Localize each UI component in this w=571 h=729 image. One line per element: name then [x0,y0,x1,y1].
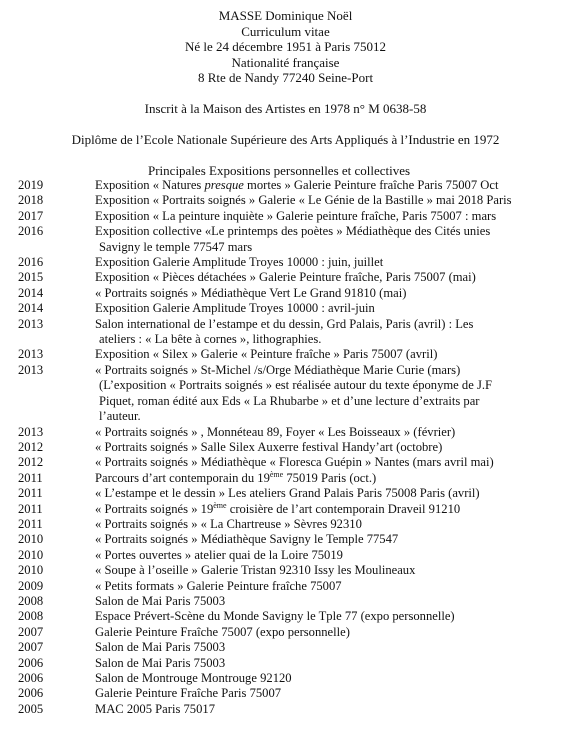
entry-line: Exposition « Silex » Galerie « Peinture fraîche » Paris 75007 (avril) [95,347,438,362]
entry-description [95,363,571,425]
exhibition-entry [0,486,571,501]
entry-year: 2008 [18,593,44,608]
exhibition-entry [0,425,571,440]
entry-description [95,609,571,624]
exhibition-entry [0,317,571,348]
exhibition-entry [0,301,571,316]
entry-line: Parcours d’art contemporain du 19ème 75019 Paris (oct.) [95,469,377,485]
entry-description [95,579,571,594]
exhibition-entry [0,502,571,517]
exhibition-entry [0,532,571,547]
entry-line: Salon de Mai Paris 75003 [95,640,226,655]
entry-line: Exposition « Natures presque mortes » Galerie Peinture fraîche Paris 75007 Oct [95,178,499,192]
entry-year: 2007 [18,624,44,639]
entry-year: 2008 [18,609,44,624]
exhibition-entry [0,686,571,701]
entry-description [95,502,571,517]
exhibition-entry [0,640,571,655]
exhibition-entry [0,625,571,640]
exhibition-entry [0,548,571,563]
exhibition-entry [0,270,571,285]
entry-line: « Portraits soignés » Salle Silex Auxerre festival Handy’art (octobre) [95,439,443,454]
entry-year: 2011 [18,486,43,501]
entry-year: 2010 [18,563,44,578]
exhibition-entry [0,455,571,470]
entry-year: 2013 [18,347,44,362]
entry-line: MAC 2005 Paris 75017 [95,701,215,716]
entry-year: 2011 [18,501,43,516]
entry-line: Salon de Montrouge Montrouge 92120 [95,671,292,685]
entry-description [95,317,571,348]
exhibition-entry [0,286,571,301]
entry-line: Salon de Mai Paris 75003 [95,655,226,670]
entry-year: 2007 [18,640,44,655]
entry-line: Exposition « Pièces détachées » Galerie Peinture fraîche, Paris 75007 (mai) [95,270,476,285]
entry-line: « Petits formats » Galerie Peinture fraîche 75007 [95,578,342,593]
entry-line: « Portraits soignés » , Monnéteau 89, Foyer « Les Boisseaux » (février) [95,424,456,439]
exhibition-entry [0,609,571,624]
entry-description [95,178,571,193]
exhibition-entry [0,363,571,425]
exhibition-entry [0,471,571,486]
entry-line: « Soupe à l’oseille » Galerie Tristan 92310 Issy les Moulineaux [95,563,416,578]
entry-description [95,255,571,270]
exhibition-entry [0,656,571,671]
membership-line: Inscrit à la Maison des Artistes en 1978 n° M 0638-58 [144,101,427,116]
exhibition-entry [0,517,571,532]
entry-line: l’auteur. [99,409,141,424]
entry-year: 2013 [18,362,44,377]
entry-year: 2011 [18,516,43,531]
entry-line: Piquet, roman édité aux Eds « La Rhubarbe » et d’une lecture d’extraits par [99,393,480,408]
entry-description [95,686,571,701]
entry-line: « Portraits soignés » Médiathèque « Floresca Guépin » Nantes (mars avril mai) [95,455,494,470]
exhibition-entry [0,255,571,270]
exhibition-entry [0,579,571,594]
entry-description [95,656,571,671]
entry-line: Espace Prévert-Scène du Monde Savigny le Tple 77 (expo personnelle) [95,609,455,624]
entry-description [95,594,571,609]
entry-description [95,671,571,686]
entry-description [95,563,571,578]
entry-description [95,517,571,532]
entry-line: Galerie Peinture Fraîche 75007 (expo personnelle) [95,624,350,639]
entry-line: Savigny le temple 77547 mars [99,239,253,254]
exhibition-entry [0,193,571,208]
entry-year: 2012 [18,439,44,454]
entry-line: Exposition collective «Le printemps des poètes » Médiathèque des Cités unies [95,224,491,239]
exhibition-entry [0,224,571,255]
entry-line: Exposition « La peinture inquiète » Galerie peinture fraîche, Paris 75007 : mars [95,208,497,223]
entry-description [95,640,571,655]
entry-description [95,440,571,455]
entry-year: 2014 [18,285,44,300]
entry-line: Exposition Galerie Amplitude Troyes 10000 : avril-juin [95,301,375,316]
entry-year: 2017 [18,208,44,223]
document-type: Curriculum vitae [241,23,330,39]
entry-description [95,425,571,440]
entry-line: Exposition « Portraits soignés » Galerie « Le Génie de la Bastille » mai 2018 Paris [95,193,512,208]
entry-line: Salon international de l’estampe et du dessin, Grd Palais, Paris (avril) : Les [95,316,474,331]
entry-year: 2009 [18,578,44,593]
entry-description [95,347,571,362]
entry-description [95,301,571,316]
entry-year: 2013 [18,316,44,331]
entry-line: (L’exposition « Portraits soignés » est réalisée autour du texte éponyme de J.F [99,378,493,393]
exhibition-entry [0,702,571,717]
entry-description [95,532,571,547]
entry-line: « Portraits soignés » St-Michel /s/Orge Médiathèque Marie Curie (mars) [95,362,461,377]
entry-year: 2014 [18,301,44,316]
entry-description [95,486,571,501]
exhibition-entry [0,178,571,193]
entry-year: 2006 [18,686,44,701]
entry-description [95,286,571,301]
entry-line: « Portraits soignés » Médiathèque Savigny le Temple 77547 [95,532,399,547]
entry-line: « Portraits soignés » Médiathèque Vert Le Grand 91810 (mai) [95,285,407,300]
exhibition-entry [0,440,571,455]
entry-description [95,702,571,717]
entry-description [95,270,571,285]
entry-line: « Portraits soignés » 19ème croisière de l’art contemporain Draveil 91210 [95,500,461,516]
address: 8 Rte de Nandy 77240 Seine-Port [197,70,374,85]
exhibition-entry [0,594,571,609]
entry-year: 2011 [18,470,43,485]
entry-year: 2005 [18,701,44,716]
birth-info: Né le 24 décembre 1951 à Paris 75012 [184,39,387,54]
exhibition-entry [0,347,571,362]
artist-name: MASSE Dominique Noël [218,8,353,23]
diploma-line: Diplôme de l’Ecole Nationale Supérieure des Arts Appliqués à l’Industrie en 1972 [71,132,500,147]
nationality: Nationalité française [231,54,340,70]
entry-line: « Portes ouvertes » atelier quai de la Loire 75019 [95,547,343,562]
section-title: Principales Expositions personnelles et collectives [148,163,411,178]
entry-description [95,625,571,640]
exhibition-entry [0,671,571,686]
exhibition-entry [0,563,571,578]
entry-description [95,209,571,224]
entry-year: 2013 [18,424,44,439]
entry-line: Salon de Mai Paris 75003 [95,593,226,608]
entry-line: « Portraits soignés » « La Chartreuse » Sèvres 92310 [95,516,362,531]
entry-year: 2006 [18,655,44,670]
entry-description [95,471,571,486]
exhibition-entry [0,209,571,224]
entry-description [95,455,571,470]
entry-line: ateliers : « La bête à cornes », lithographies. [99,332,322,347]
entry-line: « L’estampe et le dessin » Les ateliers Grand Palais Paris 75008 Paris (avril) [95,486,480,501]
entry-line: Exposition Galerie Amplitude Troyes 10000 : juin, juillet [95,255,384,270]
entry-year: 2010 [18,547,44,562]
entry-year: 2016 [18,224,44,239]
entry-year: 2019 [18,178,44,192]
entry-description [95,548,571,563]
entry-year: 2018 [18,193,44,208]
entry-year: 2015 [18,270,44,285]
entry-line: Galerie Peinture Fraîche Paris 75007 [95,686,282,701]
entry-year: 2012 [18,455,44,470]
entry-year: 2016 [18,255,44,270]
entry-year: 2006 [18,671,44,685]
entry-description [95,193,571,208]
entry-year: 2010 [18,532,44,547]
exhibition-list [0,178,571,717]
cv-header [0,8,571,86]
entry-description [95,224,571,255]
